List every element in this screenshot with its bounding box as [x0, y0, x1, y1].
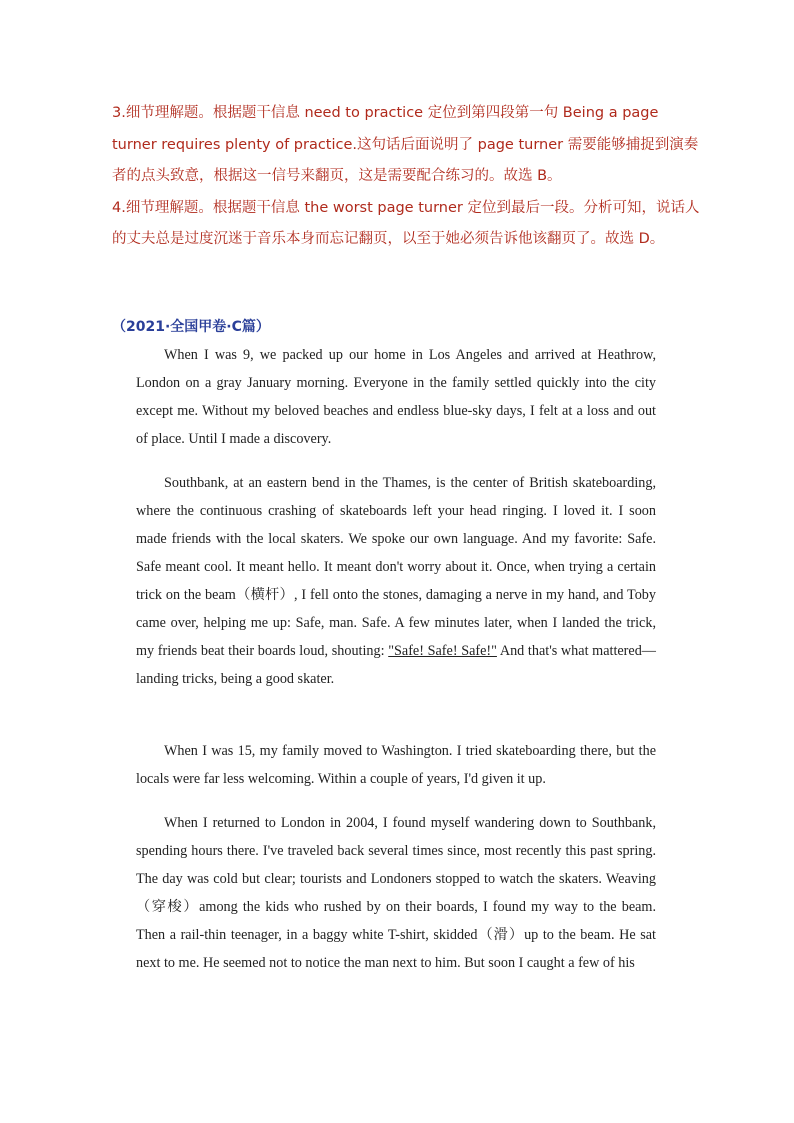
- answer-4-explanation: 4.细节理解题。根据题干信息 the worst page turner 定位到最后一段。分析可知，说话人的丈夫总是过度沉迷于音乐本身而忘记翻页，以至于她必须告诉他该翻页了。故选 D。: [112, 199, 700, 247]
- paragraph-text: When I was 15, my family moved to Washington. I tried skateboarding there, but the locals were far less welcoming. Within a couple of years, I'd given it up.: [136, 743, 656, 787]
- answer-explanations: [112, 98, 702, 256]
- paragraph-text-part: Southbank, at an eastern bend in the Thames, is the center of British skateboarding, where the continuous crashing of skateboards left your head ringing. I loved it. I soon made friends with the local skaters. We spoke our own language. And my favorite: Safe. Safe meant cool. It meant hello. It meant don't worry about it. Once, when trying a certain trick on the beam（横杆）, I fell onto the stones, damaging a nerve in my hand, and Toby came over, helping me up: Safe, man. Safe. A few minutes later, when I landed the trick, my friends beat their boards loud, shouting:: [136, 475, 656, 659]
- answer-3-explanation: 3.细节理解题。根据题干信息 need to practice 定位到第四段第一句 Being a page turner requires plenty of practice.这句话后面说明了 page turner 需要能够捕捉到演奏者的点头致意，根据这一信号来翻页，这是需要配合练习的。故选 B。: [112, 105, 699, 184]
- passage-paragraph-3: [136, 737, 656, 793]
- paragraph-text: [136, 469, 656, 693]
- passage-paragraph-1: [136, 341, 656, 453]
- paragraph-text: When I returned to London in 2004, I found myself wandering down to Southbank, spending hours there. I've traveled back several times since, most recently this past spring. The day was cold but clear; tourists and Londoners stopped to watch the skaters. Weaving（穿梭）among the kids who rushed by on their boards, I found my way to the beam. Then a rail-thin teenager, in a baggy white T-shirt, skidded（滑）up to the beam. He sat next to me. He seemed not to notice the man next to him. But soon I caught a few of his: [136, 815, 656, 971]
- passage-paragraph-4: [136, 809, 656, 977]
- passage-paragraph-2: [136, 469, 656, 693]
- underlined-quote: "Safe! Safe! Safe!": [388, 643, 497, 659]
- paragraph-text-part: And that's what mattered—landing tricks, being a good skater.: [136, 643, 656, 687]
- section-title: （2021·全国甲卷·C篇）: [112, 319, 270, 335]
- paragraph-text: When I was 9, we packed up our home in Los Angeles and arrived at Heathrow, London on a gray January morning. Everyone in the family settled quickly into the city except me. Without my beloved beaches and endless blue-sky days, I felt at a loss and out of place. Until I made a discovery.: [136, 347, 656, 447]
